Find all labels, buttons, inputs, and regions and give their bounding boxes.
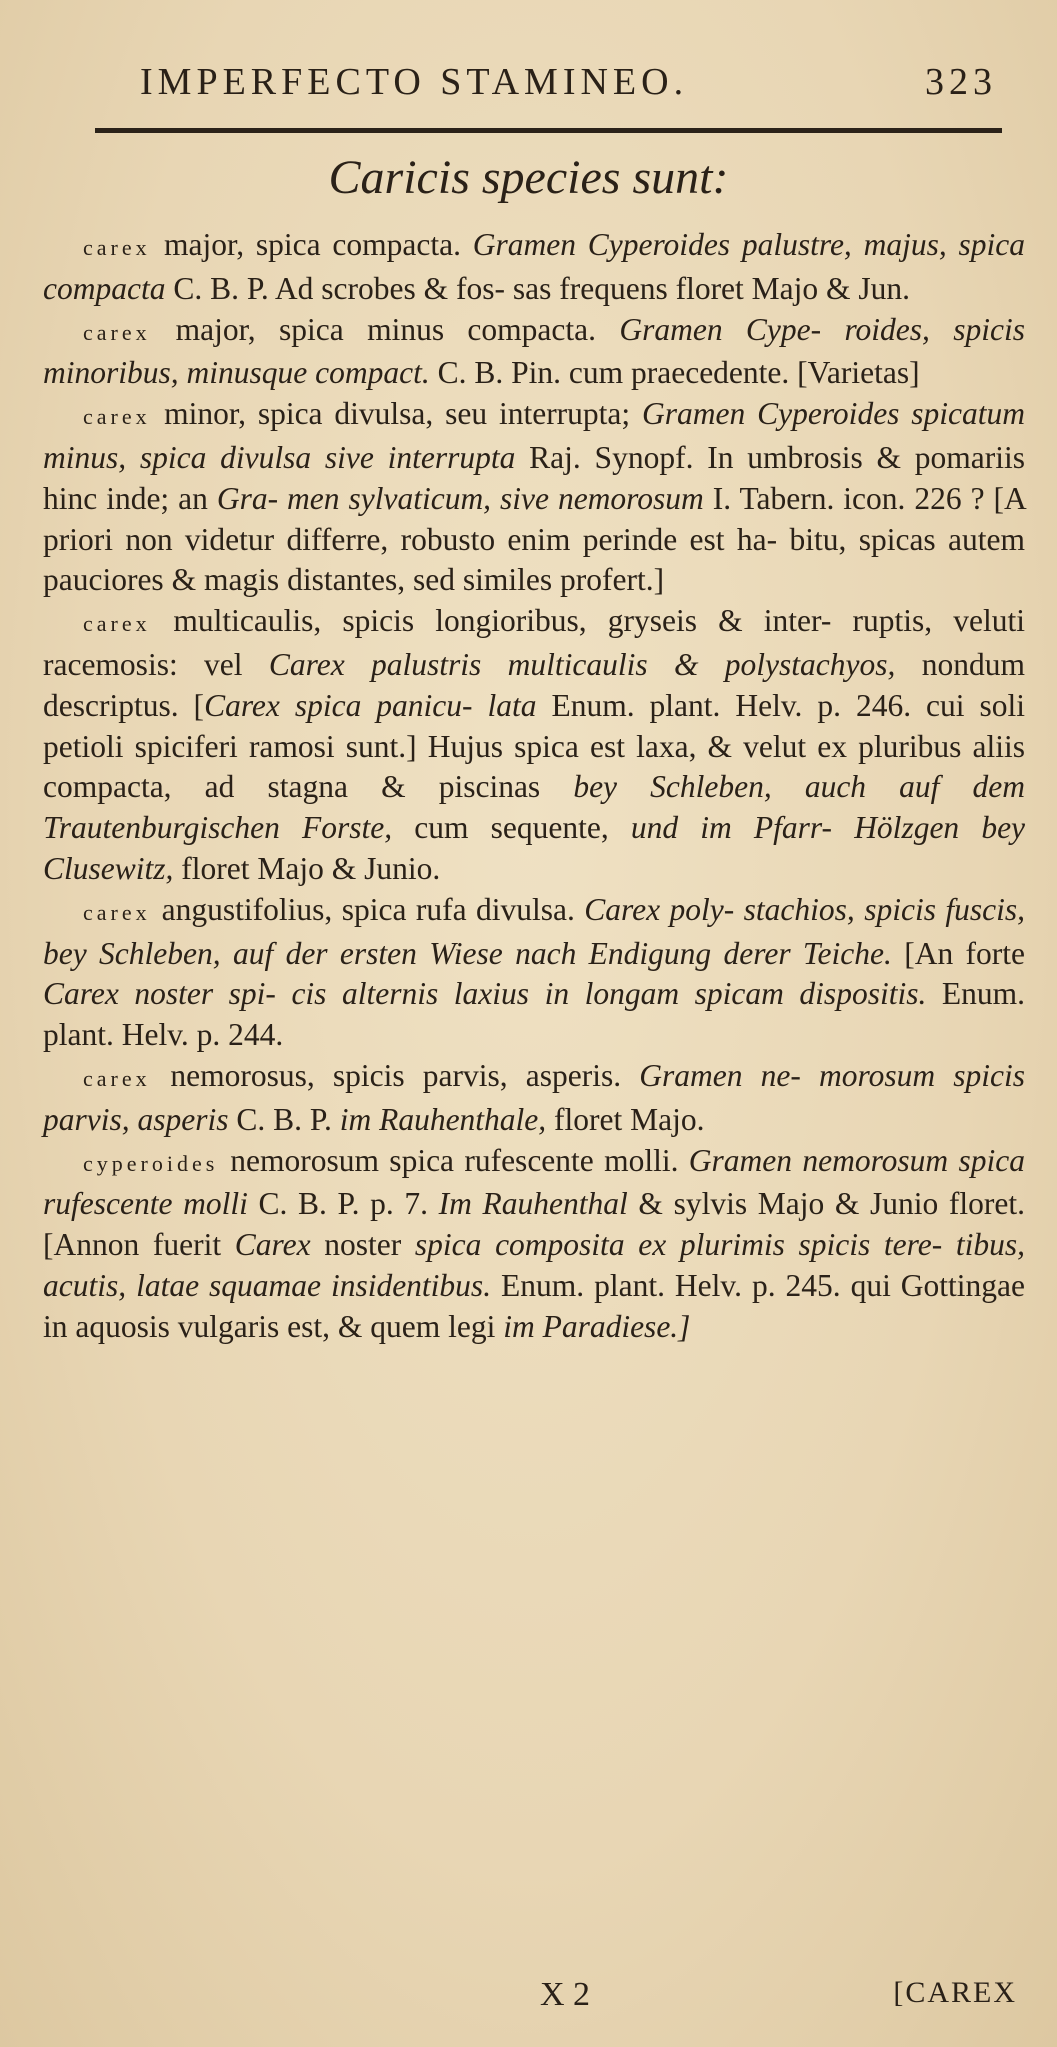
text-segment: major, spica minus compacta. (175, 311, 620, 347)
text-segment: Carex noster spi- (43, 976, 276, 1012)
entry-paragraph (43, 310, 1025, 395)
text-segment: Carex (234, 1227, 325, 1263)
text-segment: Gramen nemorosum spica rufescente molli (43, 1142, 1025, 1222)
text-segment: ruptis, veluti racemosis: vel (43, 603, 1026, 682)
text-segment: fuerit (152, 1227, 235, 1263)
entry-lemma: carex (83, 404, 165, 430)
text-segment: Trautenburgischen Forste, (43, 810, 415, 846)
text-segment: Raj. Synopf. In umbrosis & pomariis hinc inde; an (43, 439, 1025, 516)
text-segment: nondum descriptus. [ (43, 646, 1025, 723)
text-segment: Enum. plant. Helv. (501, 1267, 742, 1303)
text-segment: Carex spica panicu- (204, 687, 473, 723)
signature-mark: X 2 (540, 1976, 591, 2013)
text-segment: bitu, spicas autem pauciores & magis distantes, sed similes (43, 521, 1026, 598)
text-segment: floret Majo. (554, 1101, 705, 1137)
text-segment: cum sequente, (414, 810, 631, 846)
entry-paragraph (43, 601, 1025, 890)
text-segment: Carex palustris multicaulis (268, 646, 648, 682)
text-segment: im Rauhenthale, (339, 1101, 547, 1137)
text-segment: Helv. p. 244. (121, 1017, 284, 1053)
text-segment: Hölzgen bey Clusewitz, (43, 810, 1026, 886)
catchword: [CAREX (893, 1976, 1017, 2009)
section-title: Caricis species sunt: (328, 151, 729, 204)
entry-lemma: carex (83, 319, 176, 345)
running-title: IMPERFECTO STAMINEO. (140, 61, 689, 103)
running-header (140, 60, 997, 104)
text-segment: ramosi sunt.] Hujus spica est laxa, & velut ex pluribus aliis (248, 728, 1025, 764)
text-segment: im Paradiese.] (503, 1308, 691, 1344)
entry-lemma: carex (83, 611, 174, 637)
text-segment: Gramen Cyperoides (472, 227, 731, 262)
entry-lemma: carex (83, 1065, 171, 1091)
text-segment: stachios, spicis fuscis, bey Schleben, auf der ersten Wiese (43, 891, 1026, 971)
text-segment: compacta, ad stagna & piscinas (43, 769, 574, 805)
text-segment: Gramen (642, 396, 746, 432)
text-segment: Enum. plant. (43, 976, 1026, 1053)
page-number: 323 (925, 61, 997, 103)
text-segment: C. B. P. Ad scrobes & fos- (173, 270, 505, 306)
text-segment: Enum. plant. Helv. p. 246. cui soli petioli spiciferi (43, 687, 1025, 764)
text-segment: bey Schleben, auch auf dem (573, 769, 1026, 805)
entry-paragraph (43, 1141, 1025, 1348)
text-segment: Gramen Cype- (619, 311, 822, 347)
text-segment: Gramen ne- (639, 1057, 801, 1093)
body-text (43, 225, 1025, 1348)
text-segment: morosum spicis parvis, asperis (43, 1057, 1025, 1137)
text-segment: p. 245. qui Gottingae in aquosis vulgaris est, & quem legi (43, 1267, 1026, 1344)
text-segment: C. B. Pin. cum (437, 355, 624, 391)
text-segment: minor, spica divulsa, seu interrupta; (164, 396, 643, 432)
text-segment: Gra- (216, 480, 279, 516)
text-segment: Carex poly- (584, 891, 735, 927)
text-segment: & polystachyos, (673, 646, 922, 682)
text-segment: C. B. P. (236, 1101, 340, 1137)
entry-lemma: carex (83, 235, 165, 260)
text-segment: Im Rauhenthal (438, 1186, 639, 1222)
text-segment: men sylvaticum, sive nemorosum (287, 480, 713, 516)
text-segment: nach Endigung derer Teiche. (515, 935, 905, 971)
text-segment: spica composita ex plurimis spicis tere- (414, 1227, 943, 1263)
entry-paragraph (43, 890, 1025, 1056)
text-segment: angustifolius, spica rufa divulsa. (161, 891, 585, 927)
text-segment: palustre, majus, spica compacta (43, 227, 1025, 306)
entry-lemma: carex (83, 899, 162, 925)
entry-paragraph (43, 1056, 1025, 1141)
entry-paragraph (43, 394, 1025, 601)
text-segment: I. Tabern. icon. 226 ? [A (712, 480, 1026, 516)
text-segment: praecedente. [Varietas] (631, 355, 920, 391)
text-segment: floret Majo & Junio. (181, 850, 441, 886)
text-segment: roides, spicis minoribus, minusque compact. (43, 311, 1026, 391)
text-segment: und im Pfarr- (630, 810, 833, 846)
text-segment: sas frequens floret Majo & Jun. (512, 270, 911, 306)
text-segment: tibus, acutis, latae squamae insidentibus. (43, 1227, 1026, 1303)
text-segment: profert.] (560, 562, 665, 598)
text-segment: nemorosus, spicis parvis, asperis. (170, 1057, 640, 1093)
entry-lemma: cyperoides (83, 1150, 231, 1176)
text-segment: multicaulis, spicis longioribus, gryseis & inter- (173, 603, 832, 639)
entry-paragraph (43, 225, 1025, 310)
text-segment: nemorosum spica rufescente molli. (230, 1142, 679, 1178)
text-segment: cis alternis laxius in longam spicam dispositis. (291, 976, 942, 1012)
text-segment: [An forte (904, 935, 1026, 971)
text-segment: & sylvis Majo & Junio floret. [Annon (43, 1186, 1026, 1263)
text-segment: major, spica compacta. (164, 227, 473, 262)
text-segment: C. B. P. p. 7. (258, 1186, 428, 1222)
text-segment: lata (487, 687, 552, 723)
text-segment: Cyperoides spicatum minus, spica divulsa sive interrupta (43, 396, 1026, 475)
text-segment: noster (324, 1227, 415, 1263)
header-rule (95, 128, 1002, 133)
text-segment: priori non videtur differre, robusto enim perinde est ha- (43, 521, 778, 557)
